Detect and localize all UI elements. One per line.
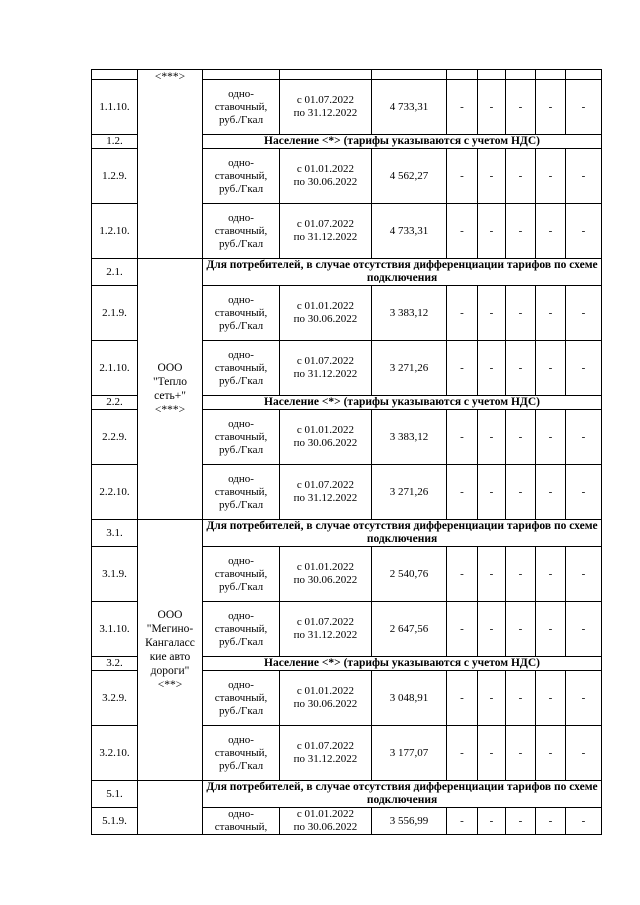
empty-value-dash: -	[506, 465, 536, 520]
row-number: 3.1.10.	[92, 602, 138, 657]
empty-value-dash: -	[536, 341, 566, 396]
empty-value-dash: -	[478, 808, 506, 835]
empty-value-dash: -	[447, 726, 478, 781]
row-number: 1.1.10.	[92, 80, 138, 135]
empty-value-dash: -	[447, 602, 478, 657]
tariff-value: 2 540,76	[372, 547, 447, 602]
rate-type: одно- ставочный, руб./Гкал	[203, 286, 280, 341]
organization-name	[138, 781, 203, 835]
tariff-value: 3 383,12	[372, 286, 447, 341]
empty-value-dash: -	[478, 465, 506, 520]
empty-value-dash: -	[478, 602, 506, 657]
empty-value-dash: -	[447, 808, 478, 835]
organization-name: ООО "Тепло сеть+" <***>	[138, 259, 203, 520]
period: с 01.01.2022 по 30.06.2022	[280, 671, 372, 726]
empty-value-dash: -	[478, 80, 506, 135]
tariff-value: 4 733,31	[372, 204, 447, 259]
empty-value-dash: -	[478, 286, 506, 341]
empty-value-dash: -	[566, 726, 602, 781]
section-header-text: Население <*> (тарифы указываются с учетом НДС)	[203, 657, 602, 671]
empty-value-dash: -	[566, 547, 602, 602]
tariff-value: 4 562,27	[372, 149, 447, 204]
empty-value-dash: -	[478, 149, 506, 204]
row-number: 3.2.9.	[92, 671, 138, 726]
empty-value-dash: -	[536, 286, 566, 341]
row-number: 5.1.	[92, 781, 138, 808]
empty-value-dash: -	[566, 149, 602, 204]
empty-value-dash: -	[536, 465, 566, 520]
empty-value-dash: -	[447, 204, 478, 259]
empty-value-dash: -	[536, 547, 566, 602]
empty-value-dash: -	[566, 465, 602, 520]
rate-type: одно- ставочный, руб./Гкал	[203, 547, 280, 602]
row-number: 2.1.	[92, 259, 138, 286]
empty-value-dash: -	[566, 80, 602, 135]
empty-value-dash: -	[506, 671, 536, 726]
tariff-value: 3 177,07	[372, 726, 447, 781]
empty-value-dash: -	[506, 808, 536, 835]
period: с 01.01.2022 по 30.06.2022	[280, 808, 372, 835]
empty-value-dash: -	[447, 286, 478, 341]
period: с 01.07.2022 по 31.12.2022	[280, 204, 372, 259]
period: с 01.01.2022 по 30.06.2022	[280, 149, 372, 204]
empty-cell	[536, 70, 566, 80]
rate-type: одно- ставочный, руб./Гкал	[203, 204, 280, 259]
period: с 01.01.2022 по 30.06.2022	[280, 410, 372, 465]
empty-cell	[478, 70, 506, 80]
empty-value-dash: -	[506, 547, 536, 602]
empty-cell	[203, 70, 280, 80]
section-header-text: Для потребителей, в случае отсутствия дифференциации тарифов по схеме подключения	[203, 259, 602, 286]
row-number: 2.1.9.	[92, 286, 138, 341]
period: с 01.01.2022 по 30.06.2022	[280, 286, 372, 341]
empty-value-dash: -	[478, 341, 506, 396]
period: с 01.07.2022 по 31.12.2022	[280, 341, 372, 396]
row-number	[92, 70, 138, 80]
tariff-value: 4 733,31	[372, 80, 447, 135]
row-number: 3.1.9.	[92, 547, 138, 602]
empty-value-dash: -	[566, 410, 602, 465]
empty-cell	[447, 70, 478, 80]
empty-value-dash: -	[506, 602, 536, 657]
empty-value-dash: -	[536, 808, 566, 835]
rate-type: одно- ставочный, руб./Гкал	[203, 410, 280, 465]
empty-value-dash: -	[506, 726, 536, 781]
section-header-text: Население <*> (тарифы указываются с учетом НДС)	[203, 396, 602, 410]
rate-type: одно- ставочный, руб./Гкал	[203, 726, 280, 781]
section-header-text: Для потребителей, в случае отсутствия дифференциации тарифов по схеме подключения	[203, 781, 602, 808]
empty-value-dash: -	[566, 341, 602, 396]
empty-value-dash: -	[536, 204, 566, 259]
empty-value-dash: -	[536, 602, 566, 657]
empty-value-dash: -	[506, 286, 536, 341]
section-header-row	[92, 259, 602, 286]
empty-value-dash: -	[447, 149, 478, 204]
empty-value-dash: -	[478, 410, 506, 465]
empty-value-dash: -	[447, 671, 478, 726]
rate-type: одно- ставочный, руб./Гкал	[203, 671, 280, 726]
section-header-row	[92, 520, 602, 547]
tariff-value: 3 271,26	[372, 465, 447, 520]
rate-type: одно- ставочный, руб./Гкал	[203, 465, 280, 520]
rate-type: одно- ставочный, руб./Гкал	[203, 341, 280, 396]
empty-value-dash: -	[447, 465, 478, 520]
rate-type: одно- ставочный, руб./Гкал	[203, 602, 280, 657]
tariff-value: 3 383,12	[372, 410, 447, 465]
empty-value-dash: -	[506, 341, 536, 396]
tariff-table-body	[92, 70, 602, 835]
empty-value-dash: -	[536, 149, 566, 204]
period: с 01.07.2022 по 31.12.2022	[280, 80, 372, 135]
tariff-table	[91, 69, 602, 835]
empty-value-dash: -	[566, 286, 602, 341]
period: с 01.07.2022 по 31.12.2022	[280, 465, 372, 520]
empty-cell	[372, 70, 447, 80]
row-number: 3.2.	[92, 657, 138, 671]
empty-value-dash: -	[536, 410, 566, 465]
section-header-text: Население <*> (тарифы указываются с учетом НДС)	[203, 135, 602, 149]
empty-value-dash: -	[447, 341, 478, 396]
empty-value-dash: -	[566, 671, 602, 726]
tariff-value: 3 556,99	[372, 808, 447, 835]
empty-value-dash: -	[506, 410, 536, 465]
tariff-value: 3 048,91	[372, 671, 447, 726]
empty-cell	[280, 70, 372, 80]
empty-value-dash: -	[566, 808, 602, 835]
empty-value-dash: -	[506, 80, 536, 135]
rate-type: одно- ставочный, руб./Гкал	[203, 80, 280, 135]
empty-value-dash: -	[447, 80, 478, 135]
period: с 01.07.2022 по 31.12.2022	[280, 602, 372, 657]
row-number: 2.2.9.	[92, 410, 138, 465]
empty-value-dash: -	[478, 726, 506, 781]
section-header-text: Для потребителей, в случае отсутствия дифференциации тарифов по схеме подключения	[203, 520, 602, 547]
empty-cell	[506, 70, 536, 80]
empty-cell	[566, 70, 602, 80]
period: с 01.01.2022 по 30.06.2022	[280, 547, 372, 602]
row-number: 3.1.	[92, 520, 138, 547]
rate-type: одно- ставочный,	[203, 808, 280, 835]
rate-type: одно- ставочный, руб./Гкал	[203, 149, 280, 204]
empty-value-dash: -	[478, 671, 506, 726]
row-number: 2.2.10.	[92, 465, 138, 520]
period: с 01.07.2022 по 31.12.2022	[280, 726, 372, 781]
empty-value-dash: -	[478, 204, 506, 259]
table-row	[92, 70, 602, 80]
empty-value-dash: -	[566, 602, 602, 657]
empty-value-dash: -	[536, 80, 566, 135]
empty-value-dash: -	[536, 726, 566, 781]
row-number: 1.2.10.	[92, 204, 138, 259]
empty-value-dash: -	[447, 410, 478, 465]
empty-value-dash: -	[478, 547, 506, 602]
empty-value-dash: -	[506, 149, 536, 204]
empty-value-dash: -	[506, 204, 536, 259]
row-number: 5.1.9.	[92, 808, 138, 835]
empty-value-dash: -	[447, 547, 478, 602]
empty-value-dash: -	[566, 204, 602, 259]
tariff-value: 3 271,26	[372, 341, 447, 396]
row-number: 1.2.	[92, 135, 138, 149]
organization-name: <***>	[138, 70, 203, 259]
section-header-row	[92, 781, 602, 808]
row-number: 2.2.	[92, 396, 138, 410]
organization-name: ООО "Мегино- Кангаласс кие авто дороги" <**>	[138, 520, 203, 781]
empty-value-dash: -	[536, 671, 566, 726]
row-number: 1.2.9.	[92, 149, 138, 204]
row-number: 3.2.10.	[92, 726, 138, 781]
tariff-value: 2 647,56	[372, 602, 447, 657]
row-number: 2.1.10.	[92, 341, 138, 396]
